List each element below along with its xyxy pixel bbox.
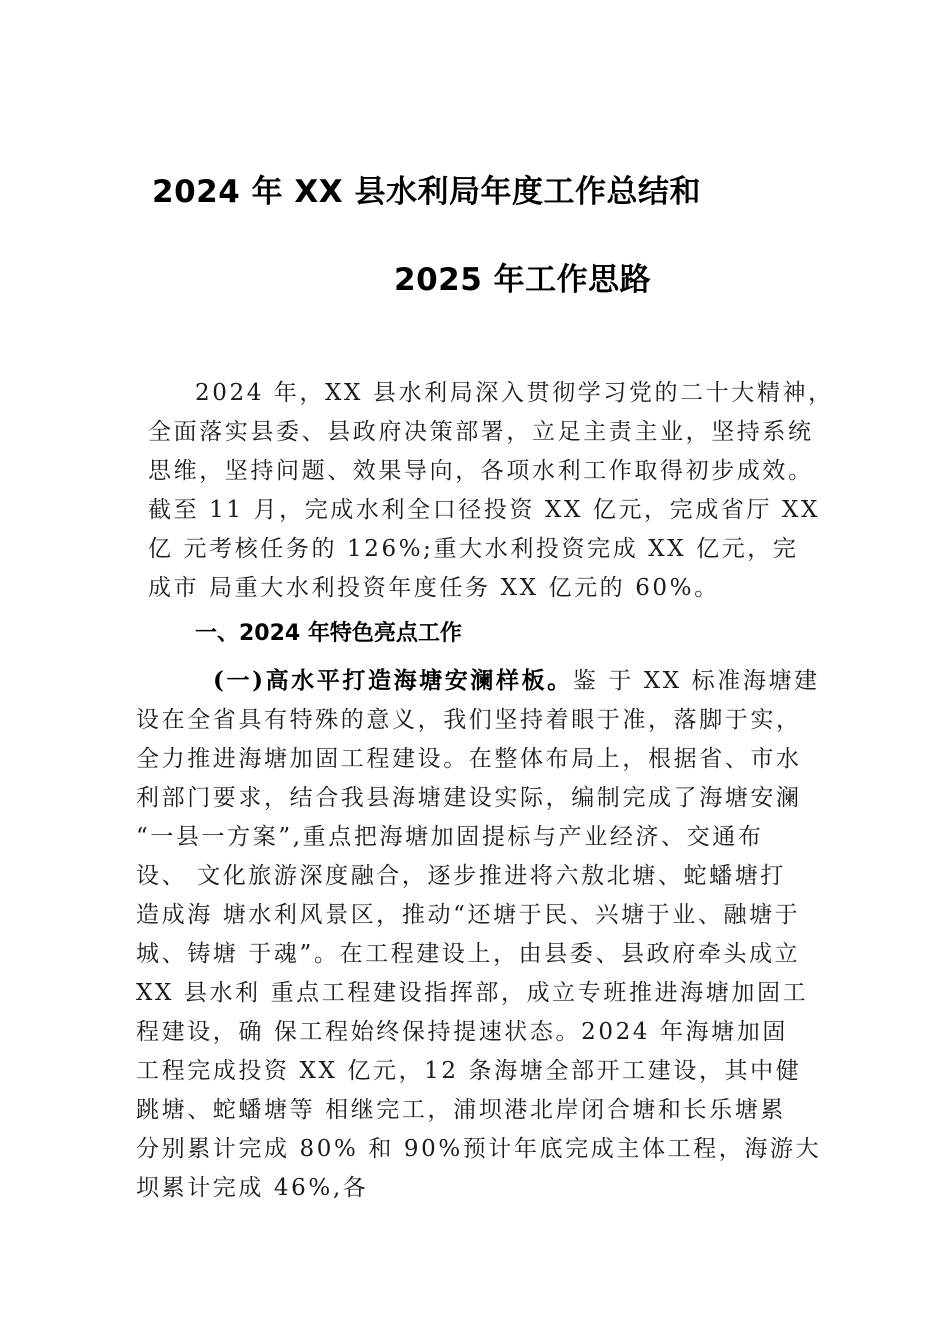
body-line: 设在全省具有特殊的意义，我们坚持着眼于准，落脚于实，	[136, 707, 802, 733]
body-line: 程建设，确 保工程始终保持提速状态。2024 年海塘加固	[136, 1019, 788, 1045]
body-line: XX 县水利 重点工程建设指挥部，成立专班推进海塘加固工	[136, 980, 809, 1006]
subsection-first-line	[213, 662, 820, 695]
body-line: 跳塘、蛇蟠塘等 相继完工，浦坝港北岸闭合塘和长乐塘累	[136, 1097, 786, 1123]
intro-line: 全面落实县委、县政府决策部署，立足主责主业，坚持系统	[148, 419, 814, 445]
section-heading: 一、2024 年特色亮点工作	[195, 621, 462, 646]
intro-line: 亿 元考核任务的 126%;重大水利投资完成 XX 亿元，完	[148, 536, 799, 562]
body-line: 城、铸塘 于魂”。在工程建设上，由县委、县政府牵头成立	[136, 941, 801, 967]
subsection-heading: (一)高水平打造海塘安澜样板。	[213, 667, 573, 694]
intro-line: 截至 11 月，完成水利全口径投资 XX 亿元，完成省厅 XX	[148, 497, 820, 523]
body-line: 工程完成投资 XX 亿元，12 条海塘全部开工建设，其中健	[136, 1058, 802, 1084]
body-line: 分别累计完成 80% 和 90%预计年底完成主体工程，海游大	[136, 1136, 822, 1162]
body-line: 设、 文化旅游深度融合，逐步推进将六敖北塘、蛇蟠塘打	[136, 863, 786, 889]
body-line: 全力推进海塘加固工程建设。在整体布局上，根据省、市水	[136, 746, 802, 772]
intro-line: 思维，坚持问题、效果导向，各项水利工作取得初步成效。	[148, 458, 814, 484]
body-line: 坝累计完成 46%,各	[136, 1175, 369, 1201]
body-line: 造成海 塘水利风景区，推动“还塘于民、兴塘于业、融塘于	[136, 902, 801, 928]
subsection-text: 鉴 于 XX 标准海塘建	[572, 668, 820, 694]
body-line: 利部门要求，结合我县海塘建设实际，编制完成了海塘安澜	[136, 785, 802, 811]
intro-line: 成市 局重大水利投资年度任务 XX 亿元的 60%。	[148, 575, 720, 601]
intro-line: 2024 年，XX 县水利局深入贯彻学习党的二十大精神，	[195, 380, 834, 406]
body-line: “一县一方案”,重点把海塘加固提标与产业经济、交通布	[136, 824, 764, 850]
document-title-line-2: 2025 年工作思路	[394, 262, 652, 298]
document-title-line-1: 2024 年 XX 县水利局年度工作总结和	[152, 174, 701, 210]
